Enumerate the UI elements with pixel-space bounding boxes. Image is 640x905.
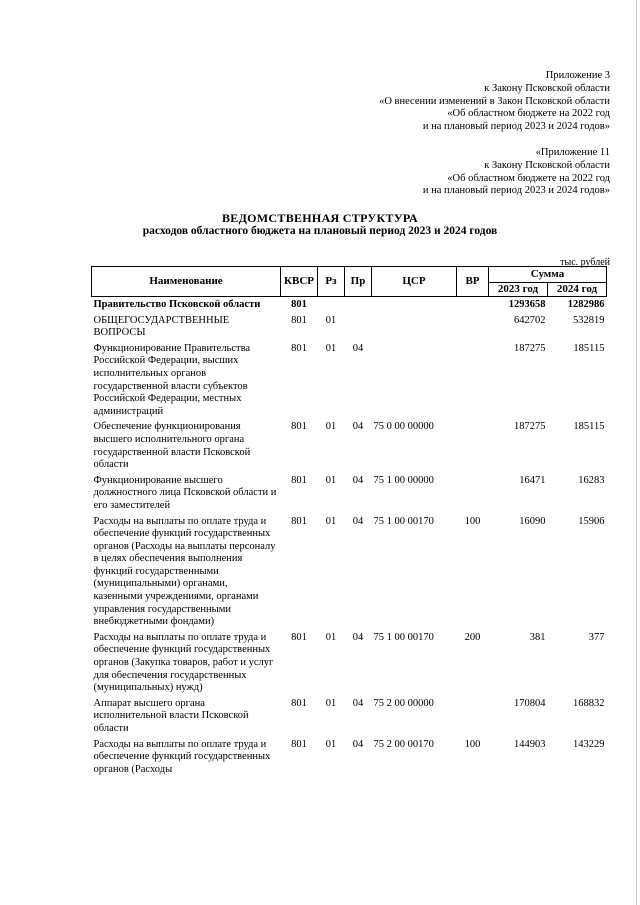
cell-vr: 200 bbox=[464, 631, 481, 643]
appendix-3-line: и на плановый период 2023 и 2024 годов» bbox=[422, 121, 610, 133]
cell-pr: 04 bbox=[352, 631, 364, 643]
cell-vr bbox=[457, 473, 489, 514]
cell-2023: 16090 bbox=[519, 515, 546, 527]
cell-kvsr: 801 bbox=[291, 342, 307, 354]
cell-csr: 75 1 00 00000 bbox=[373, 474, 434, 486]
cell-vr bbox=[457, 696, 489, 737]
cell-2023: 170804 bbox=[514, 697, 546, 709]
table-row bbox=[92, 341, 607, 420]
cell-2023: 1293658 bbox=[508, 299, 546, 310]
cell-rz: 01 bbox=[325, 697, 337, 709]
cell-csr: 75 1 00 00170 bbox=[373, 631, 434, 643]
appendix-11-line: «Приложение 11 bbox=[535, 147, 610, 158]
cell-kvsr: 801 bbox=[291, 515, 307, 527]
cell-2023: 144903 bbox=[514, 738, 546, 750]
cell-pr: 04 bbox=[352, 738, 364, 750]
table-row bbox=[92, 419, 607, 472]
table-row bbox=[92, 297, 607, 313]
cell-pr: 04 bbox=[352, 421, 364, 433]
table-row bbox=[92, 696, 607, 737]
appendix-11-header bbox=[423, 147, 610, 198]
cell-2023: 381 bbox=[529, 631, 546, 643]
cell-name: Обеспечение функционирования высшего исполнительного органа государственной власти Псковской области bbox=[93, 421, 251, 471]
document-subtitle: расходов областного бюджета на плановый период 2023 и 2024 годов bbox=[142, 225, 498, 237]
cell-2023: 642702 bbox=[514, 314, 546, 326]
cell-pr: 04 bbox=[352, 342, 364, 354]
scan-edge-line bbox=[636, 0, 637, 905]
cell-name: Правительство Псковской области bbox=[93, 299, 261, 310]
cell-2024: 143229 bbox=[573, 738, 605, 750]
cell-2024: 377 bbox=[588, 631, 605, 643]
unit-label: тыс. рублей bbox=[560, 257, 610, 268]
cell-vr: 100 bbox=[464, 515, 481, 527]
cell-csr bbox=[372, 297, 457, 313]
header-2024: 2024 год bbox=[548, 283, 607, 297]
appendix-11-line: «Об областном бюджете на 2022 год bbox=[447, 172, 610, 184]
cell-name: Функционирование высшего должностного лица Псковской области и его заместителей bbox=[93, 474, 277, 511]
table-row bbox=[92, 514, 607, 630]
appendix-3-line: к Закону Псковской области bbox=[484, 82, 610, 94]
appendix-3-line: «Об областном бюджете на 2022 год bbox=[447, 108, 610, 120]
cell-csr: 75 1 00 00170 bbox=[373, 515, 434, 527]
cell-kvsr: 801 bbox=[291, 697, 307, 709]
cell-2023: 16471 bbox=[519, 474, 546, 486]
header-kvsr: КВСР bbox=[281, 267, 318, 297]
header-name: Наименование bbox=[92, 267, 281, 297]
header-csr: ЦСР bbox=[372, 267, 457, 297]
cell-2024: 168832 bbox=[573, 697, 605, 709]
header-2023: 2023 год bbox=[489, 283, 548, 297]
cell-pr: 04 bbox=[352, 697, 364, 709]
cell-kvsr: 801 bbox=[291, 738, 307, 750]
budget-table bbox=[91, 266, 607, 777]
cell-pr: 04 bbox=[352, 515, 364, 527]
cell-rz: 01 bbox=[325, 738, 337, 750]
document-title: ВЕДОМСТВЕННАЯ СТРУКТУРА bbox=[222, 211, 418, 225]
cell-2024: 1282986 bbox=[567, 299, 605, 310]
header-pr: Пр bbox=[345, 267, 372, 297]
cell-rz: 01 bbox=[325, 515, 337, 527]
cell-vr bbox=[457, 341, 489, 420]
table-row bbox=[92, 473, 607, 514]
appendix-3-line: Приложение 3 bbox=[545, 70, 610, 81]
appendix-11-line: и на плановый период 2023 и 2024 годов» bbox=[422, 185, 610, 197]
cell-kvsr: 801 bbox=[291, 314, 307, 326]
cell-name: Расходы на выплаты по оплате труда и обеспечение функций государственных органов (Расходы на выплаты персоналу в целях обеспечения выполнения функций государственными (муниципальными) органами, казенными учреждениями, органами управления государственными внебюджетными фондами) bbox=[93, 515, 276, 628]
cell-rz: 01 bbox=[325, 631, 337, 643]
cell-2024: 16283 bbox=[578, 474, 605, 486]
cell-2024: 185115 bbox=[573, 342, 605, 354]
cell-2023: 187275 bbox=[514, 342, 546, 354]
cell-csr: 75 2 00 00000 bbox=[373, 697, 434, 709]
cell-kvsr: 801 bbox=[291, 421, 307, 433]
cell-pr: 04 bbox=[352, 474, 364, 486]
cell-csr bbox=[372, 341, 457, 420]
cell-rz: 01 bbox=[325, 342, 337, 354]
cell-rz: 01 bbox=[325, 421, 337, 433]
cell-vr bbox=[457, 419, 489, 472]
cell-name: ОБЩЕГОСУДАРСТВЕННЫЕ ВОПРОСЫ bbox=[93, 314, 230, 339]
cell-name: Функционирование Правительства Российской Федерации, высших исполнительных органов государственной власти субъектов Российской Федерации, местных администраций bbox=[93, 342, 251, 417]
header-sum: Сумма bbox=[489, 267, 607, 283]
table-row bbox=[92, 737, 607, 778]
cell-kvsr: 801 bbox=[291, 299, 307, 310]
cell-vr: 100 bbox=[464, 738, 481, 750]
cell-2023: 187275 bbox=[514, 421, 546, 433]
cell-2024: 532819 bbox=[573, 314, 605, 326]
cell-pr bbox=[345, 297, 372, 313]
header-rz: Рз bbox=[318, 267, 345, 297]
appendix-3-header bbox=[379, 70, 610, 134]
cell-name: Расходы на выплаты по оплате труда и обеспечение функций государственных органов (Расходы bbox=[93, 738, 271, 775]
table-row bbox=[92, 313, 607, 341]
cell-name: Расходы на выплаты по оплате труда и обеспечение функций государственных органов (Закупка товаров, работ и услуг для обеспечения государственных (муниципальных) нужд) bbox=[93, 631, 274, 694]
cell-pr bbox=[345, 313, 372, 341]
cell-csr: 75 2 00 00170 bbox=[373, 738, 434, 750]
appendix-3-line: «О внесении изменений в Закон Псковской области bbox=[379, 95, 610, 107]
appendix-11-line: к Закону Псковской области bbox=[484, 159, 610, 171]
cell-vr bbox=[457, 297, 489, 313]
cell-2024: 15906 bbox=[578, 515, 605, 527]
cell-rz bbox=[318, 297, 345, 313]
table-row bbox=[92, 630, 607, 696]
cell-rz: 01 bbox=[325, 474, 337, 486]
cell-vr bbox=[457, 313, 489, 341]
cell-csr: 75 0 00 00000 bbox=[373, 421, 434, 433]
cell-name: Аппарат высшего органа исполнительной власти Псковской области bbox=[93, 697, 249, 734]
cell-2024: 185115 bbox=[573, 421, 605, 433]
cell-csr bbox=[372, 313, 457, 341]
header-vr: ВР bbox=[457, 267, 489, 297]
cell-rz: 01 bbox=[325, 314, 337, 326]
cell-kvsr: 801 bbox=[291, 631, 307, 643]
cell-kvsr: 801 bbox=[291, 474, 307, 486]
